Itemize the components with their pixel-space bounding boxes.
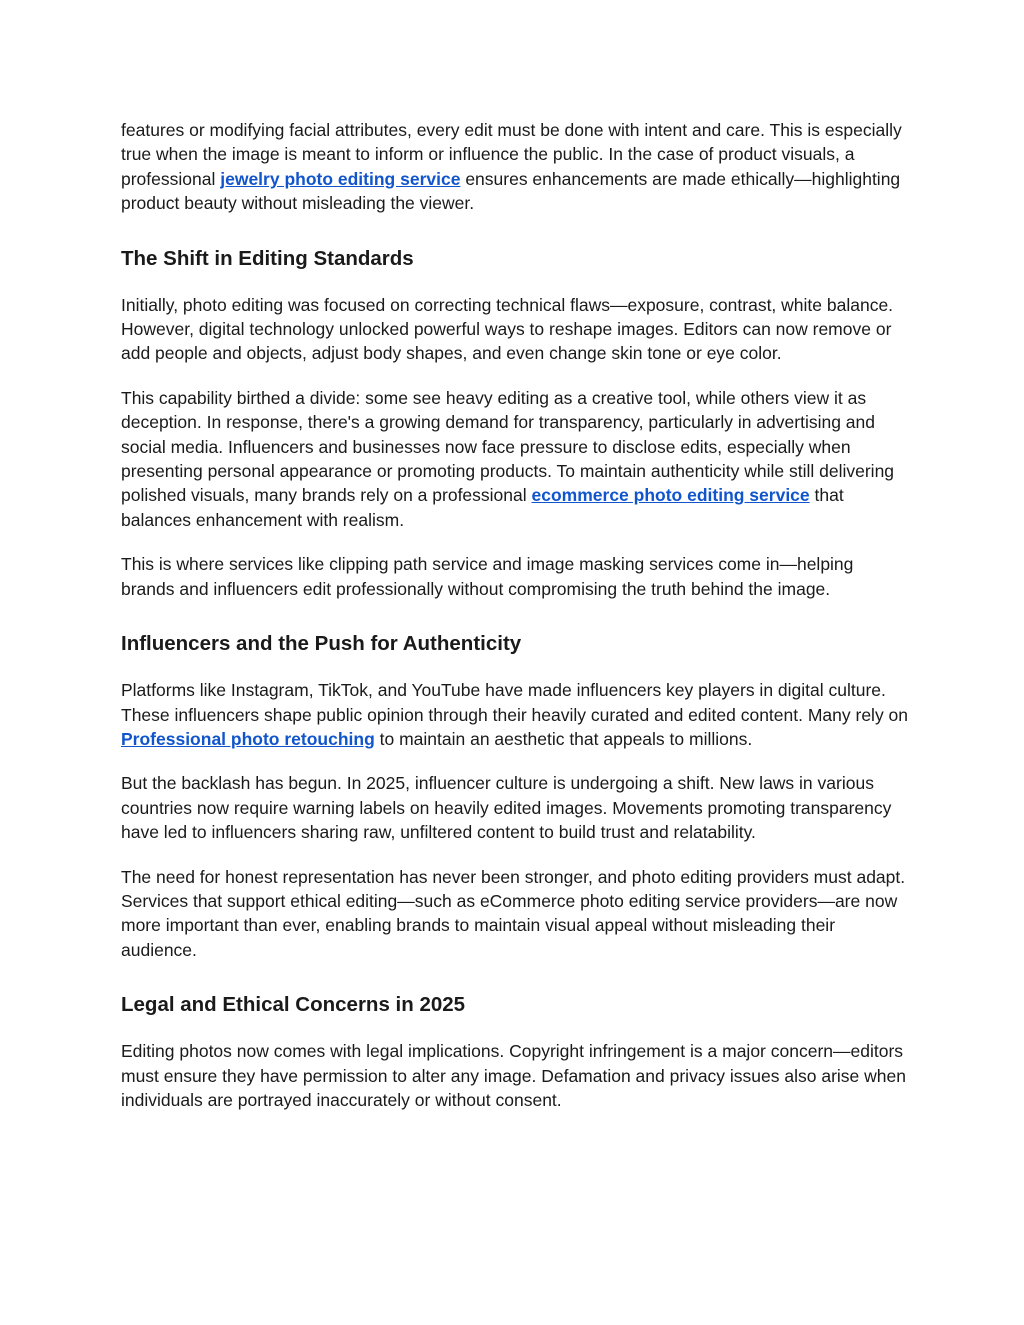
paragraph-shift-1: Initially, photo editing was focused on correcting technical flaws—exposure, contrast, white balance. However, digital technology unlocked powerful ways to reshape images. Editors can now remove or add people and objects, adjust body shapes, and even change skin tone or eye color. [121,294,894,364]
paragraph-influencers-1: Platforms like Instagram, TikTok, and YouTube have made influencers key players in digital culture. These influencers shape public opinion through their heavily curated and edited content. Many rely on Professional photo retouching to maintain an aesthetic that appeals to millions. [121,680,909,749]
ecommerce-photo-editing-link[interactable]: ecommerce photo editing service [531,485,810,506]
paragraph-shift-3: This is where services like clipping path service and image masking services come in—helping brands and influencers edit professionally without compromising the truth behind the image. [121,554,854,599]
heading-influencers-authenticity: Influencers and the Push for Authenticity [121,632,522,656]
jewelry-photo-editing-link[interactable]: jewelry photo editing service [220,168,461,189]
heading-shift-in-editing-standards: The Shift in Editing Standards [121,246,414,270]
professional-photo-retouching-link[interactable]: Professional photo retouching [121,728,375,749]
document-page [121,118,911,1132]
heading-legal-ethical-concerns: Legal and Ethical Concerns in 2025 [121,993,466,1017]
paragraph-legal-1: Editing photos now comes with legal implications. Copyright infringement is a major concern—editors must ensure they have permission to alter any image. Defamation and privacy issues also arise when individuals are portrayed inaccurately or without consent. [121,1041,906,1110]
paragraph-influencers-3: The need for honest representation has never been stronger, and photo editing providers must adapt. Services that support ethical editing—such as eCommerce photo editing service providers—are now more important than ever, enabling brands to maintain visual appeal without misleading their audience. [121,866,906,960]
paragraph-influencers-2: But the backlash has begun. In 2025, influencer culture is undergoing a shift. New laws in various countries now require warning labels on heavily edited images. Movements promoting transparency have led to influencers sharing raw, unfiltered content to build trust and relatability. [121,773,892,843]
intro-paragraph: features or modifying facial attributes, every edit must be done with intent and care. This is especially true when the image is meant to inform or influence the public. In the case of product visuals, a professional jewelry photo editing service ensures enhancements are made ethically—highlighting product beauty without misleading the viewer. [121,120,902,214]
paragraph-shift-2: This capability birthed a divide: some see heavy editing as a creative tool, while others view it as deception. In response, there's a growing demand for transparency, particularly in advertising and social media. Influencers and businesses now face pressure to disclose edits, especially when presenting personal appearance or promoting products. To maintain authenticity while still delivering polished visuals, many brands rely on a professional ecommerce photo editing service that balances enhancement with realism. [121,387,895,530]
